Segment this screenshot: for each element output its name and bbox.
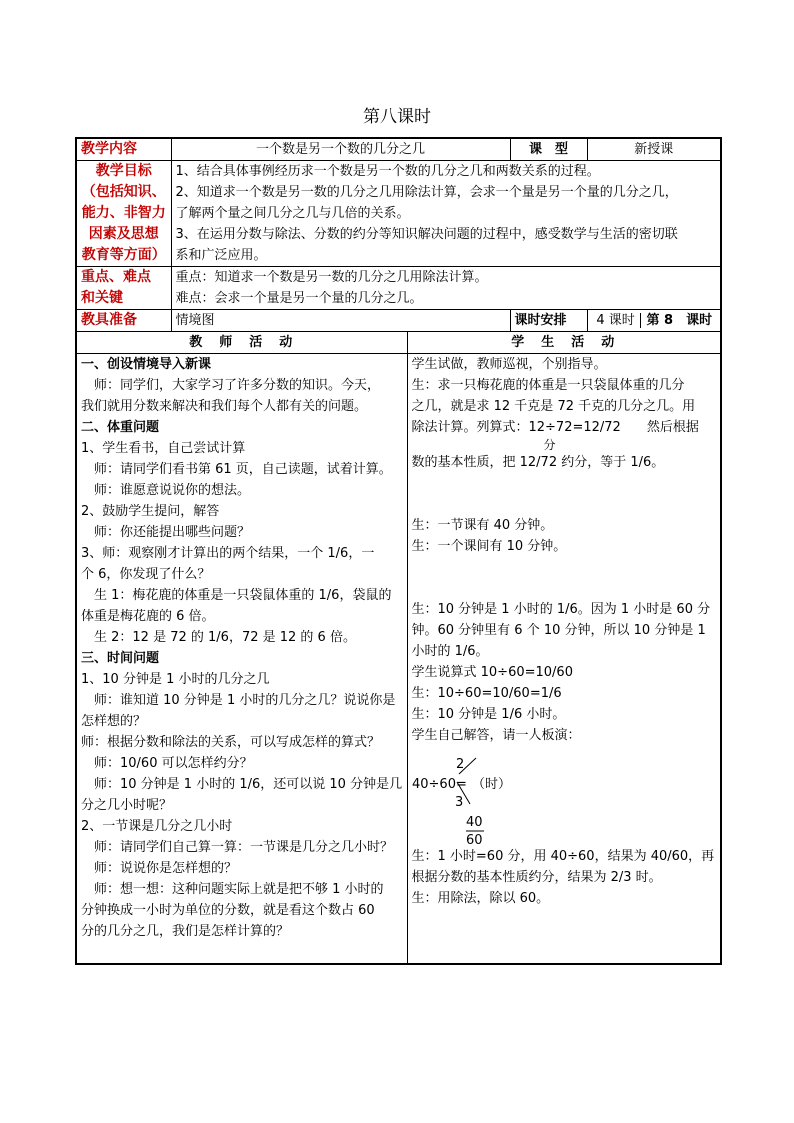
student-line: 生：10÷60=10/60=1/6 <box>411 686 562 701</box>
goals-label-line: 能力、非智力 <box>81 205 166 221</box>
label-schedule: 课时安排 <box>510 310 587 332</box>
lesson-number: 第 8 课时 <box>640 313 713 328</box>
row-teaching-goals <box>76 161 721 267</box>
row-activities <box>76 354 721 964</box>
teacher-line: 师：根据分数和除法的关系，可以写成怎样的算式？ <box>81 735 381 750</box>
teacher-line: 一、创设情境导入新课 <box>81 357 212 372</box>
teacher-line: 师：你还能提出哪些问题？ <box>81 525 251 540</box>
student-line: 分 <box>411 438 556 452</box>
goal-line: 了解两个量之间几分之几与几倍的关系。 <box>175 206 410 221</box>
label-teaching-goals <box>76 161 171 267</box>
key-points-text <box>171 267 721 310</box>
label-teaching-content: 教学内容 <box>76 138 171 161</box>
lesson-topic: 一个数是另一个数的几分之几 <box>171 138 510 161</box>
row-activity-headers <box>76 332 721 354</box>
teacher-activity-header: 教 师 活 动 <box>76 332 407 354</box>
teacher-line: 分的几分之几，我们是怎样计算的？ <box>81 924 290 939</box>
teacher-line: 三、时间问题 <box>81 651 160 666</box>
lesson-type-value: 新授课 <box>587 138 721 161</box>
key-label-line: 和关键 <box>81 290 123 306</box>
student-line: 钟。60 分钟里有 6 个 10 分钟，所以 10 分钟是 1 <box>411 623 706 638</box>
teaching-goals-text <box>171 161 721 267</box>
row-key-points <box>76 267 721 310</box>
teacher-line: 分钟换成一小时为单位的分数，就是看这个数占 60 <box>81 903 375 918</box>
teacher-line: 师：10 分钟是 1 小时的 1/6，还可以说 10 分钟是几 <box>81 777 403 792</box>
student-line: 除法计算。列算式：12÷72=12/72 然后根据 <box>411 420 699 435</box>
key-label-line: 重点、难点 <box>81 269 151 285</box>
fraction-big-denominator: 60 <box>465 833 483 846</box>
goals-label-line: （包括知识、 <box>81 184 166 200</box>
teacher-line: 怎样想的？ <box>81 714 147 729</box>
teacher-line: 体重是梅花鹿的 6 倍。 <box>81 609 215 624</box>
label-teaching-tools: 教具准备 <box>76 310 171 332</box>
goal-line: 3、在运用分数与除法、分数的约分等知识解决问题的过程中，感受数学与生活的密切联 <box>175 227 678 242</box>
key-point-line: 难点：会求一个量是另一个量的几分之几。 <box>175 291 423 306</box>
row-teaching-content <box>76 138 721 161</box>
student-line: 生：用除法，除以 60。 <box>411 891 550 906</box>
student-line: 之几，就是求 12 千克是 72 千克的几分之几。用 <box>411 399 696 414</box>
teacher-line: 生 2：12 是 72 的 1/6，72 是 12 的 6 倍。 <box>81 630 356 645</box>
teacher-line: 师：同学们，大家学习了许多分数的知识。今天， <box>81 378 381 393</box>
teacher-line: 师：请同学们看书第 61 页，自己读题，试着计算。 <box>81 462 392 477</box>
student-activity-header: 学 生 活 动 <box>407 332 721 354</box>
label-key-points <box>76 267 171 310</box>
student-line: 生：求一只梅花鹿的体重是一只袋鼠体重的几分 <box>411 378 685 393</box>
goal-line: 2、知道求一个数是另一数的几分之几用除法计算，会求一个量是另一个量的几分之几， <box>175 185 678 200</box>
student-line: 生：1 小时=60 分，用 40÷60，结果为 40/60，再 <box>411 849 715 864</box>
teacher-line: 师：想一想：这种问题实际上就是把不够 1 小时的 <box>81 882 384 897</box>
teacher-line: 个 6，你发现了什么？ <box>81 567 211 582</box>
row-teaching-tools <box>76 310 721 332</box>
student-line: 学生说算式 10÷60=10/60 <box>411 665 573 680</box>
goals-label-line: 教育等方面） <box>81 247 166 263</box>
teaching-tools-value: 情境图 <box>171 310 510 332</box>
goals-label-line: 教学目标 <box>95 163 152 179</box>
lesson-plan-table <box>75 137 722 965</box>
student-line: 小时的 1/6。 <box>411 644 489 659</box>
teacher-line: 师：谁愿意说说你的想法。 <box>81 483 251 498</box>
student-line: 生：10 分钟是 1/6 小时。 <box>411 707 566 722</box>
student-line: 学生试做，教师巡视，个别指导。 <box>411 357 607 372</box>
schedule-cell <box>587 310 721 332</box>
student-line: 根据分数的基本性质约分，结果为 2/3 时。 <box>411 870 662 885</box>
student-activity-content <box>407 354 721 964</box>
teacher-line: 2、一节课是几分之几小时 <box>81 819 233 834</box>
fraction-reduction-work <box>412 746 717 846</box>
student-line: 生：一节课有 40 分钟。 <box>411 518 554 533</box>
student-line: 学生自己解答，请一人板演： <box>411 728 581 743</box>
fraction-reduction-diagram <box>412 746 642 846</box>
goal-line: 系和广泛应用。 <box>175 248 267 263</box>
teacher-line: 师：说说你是怎样想的？ <box>81 861 238 876</box>
fraction-expression: 40÷60= <box>411 777 467 792</box>
schedule-value: 4 课时 <box>596 313 635 328</box>
teacher-line: 二、体重问题 <box>81 420 160 435</box>
teacher-line: 1、学生看书，自己尝试计算 <box>81 441 246 456</box>
goal-line: 1、结合具体事例经历求一个数是另一个数的几分之几和两数关系的过程。 <box>175 164 600 179</box>
teacher-line: 师：10/60 可以怎样约分？ <box>81 756 253 771</box>
fraction-top-numerator: 2 <box>455 757 464 772</box>
student-line: 数的基本性质，把 12/72 约分，等于 1/6。 <box>411 455 665 470</box>
student-line: 生：一个课间有 10 分钟。 <box>411 539 567 554</box>
key-point-line: 重点：知道求一个数是另一数的几分之几用除法计算。 <box>175 270 488 285</box>
fraction-mid-denominator: 3 <box>454 795 463 810</box>
teacher-line: 师：谁知道 10 分钟是 1 小时的几分之几？说说你是 <box>81 693 396 708</box>
fraction-unit: （时） <box>471 777 511 792</box>
teacher-line: 我们就用分数来解决和我们每个人都有关的问题。 <box>81 399 368 414</box>
teacher-activity-content <box>76 354 407 964</box>
teacher-line: 生 1：梅花鹿的体重是一只袋鼠体重的 1/6，袋鼠的 <box>81 588 392 603</box>
teacher-line: 2、鼓励学生提问，解答 <box>81 504 220 519</box>
teacher-line: 1、10 分钟是 1 小时的几分之几 <box>81 672 270 687</box>
label-lesson-type: 课 型 <box>510 138 587 161</box>
goals-label-line: 因素及思想 <box>88 226 159 242</box>
fraction-big-numerator: 40 <box>465 815 483 830</box>
teacher-line: 分之几小时呢？ <box>81 798 173 813</box>
teacher-line: 3、师：观察刚才计算出的两个结果，一个 1/6，一 <box>81 546 375 561</box>
student-line: 生：10 分钟是 1 小时的 1/6。因为 1 小时是 60 分 <box>411 602 711 617</box>
page-title: 第八课时 <box>363 107 431 127</box>
teacher-line: 师：请同学们自己算一算：一节课是几分之几小时？ <box>81 840 394 855</box>
